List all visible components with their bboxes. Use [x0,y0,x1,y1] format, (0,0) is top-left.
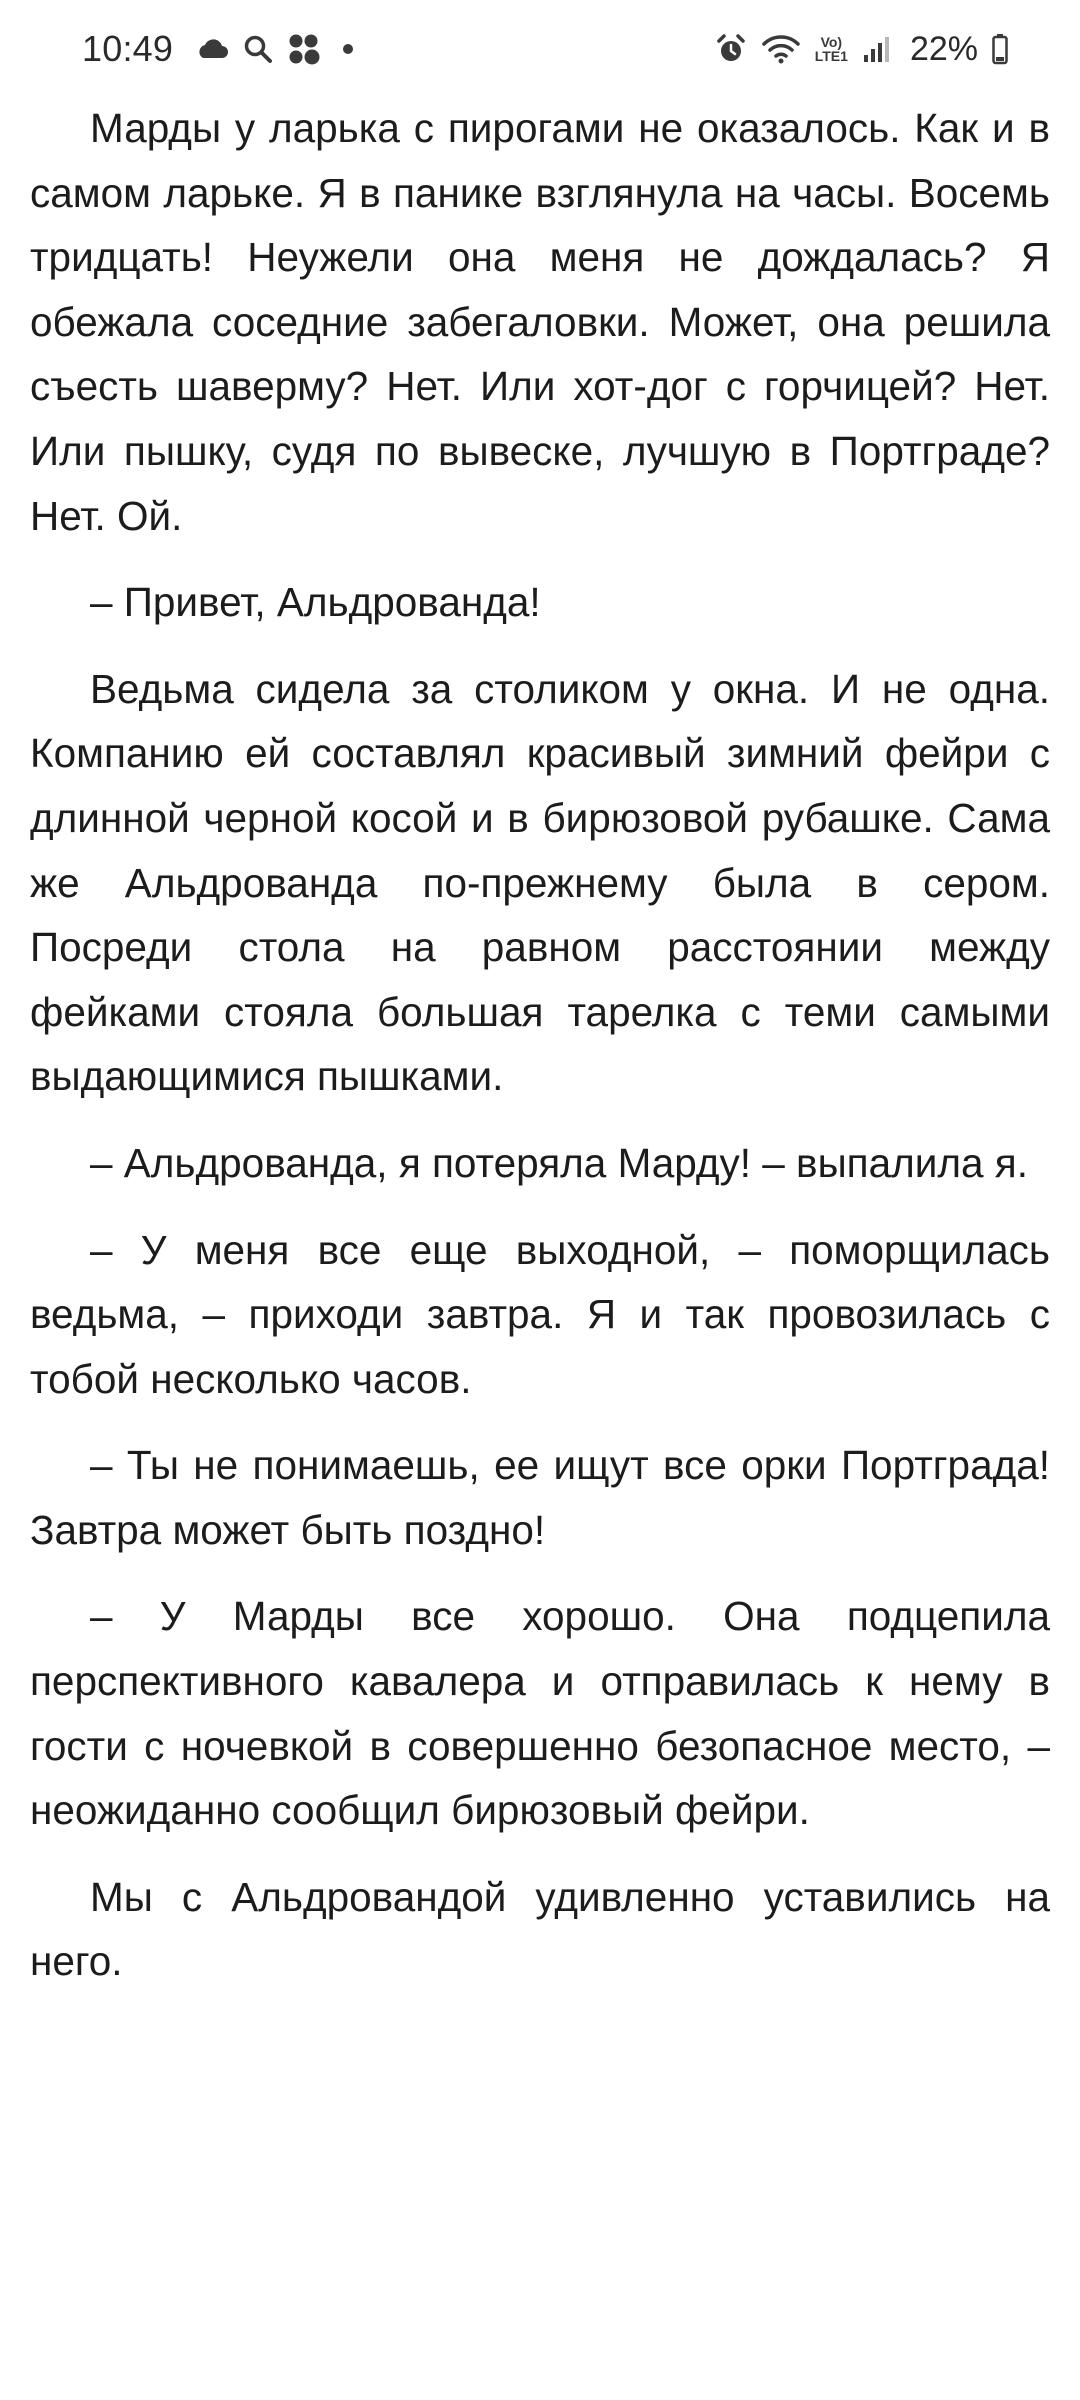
paragraph-2: – Привет, Альдрованда! [90,579,541,626]
battery-icon [992,33,1008,65]
paragraph-1: Марды у ларька с пирогами не оказалось. Как и в самом ларьке. Я в панике взглянула на часы. Восемь тридцать! Неужели она меня не дождалась? Я обежала соседние забегаловки. Может, она решила съесть шаверму? Нет. Или хот-дог с горчицей? Нет. Или пышку, судя по вывеске, лучшую в Портграде? Нет. Ой. [30,105,1050,539]
cloud-icon [195,38,229,60]
paragraph-8: Мы с Альдровандой удивленно уставились на него. [30,1873,1050,1985]
reader-text-area[interactable] [30,96,1050,2016]
status-bar [0,0,1080,98]
status-time: 10:49 [82,28,174,69]
dot-icon [343,44,353,54]
paragraph-5: – У меня все еще выходной, – поморщилась ведьма, – приходи завтра. Я и так провозилась с тобой несколько часов. [30,1226,1050,1402]
paragraph-6: – Ты не понимаешь, ее ищут все орки Портграда! Завтра может быть поздно! [30,1442,1050,1553]
wifi-icon [761,33,801,65]
paragraph-3: Ведьма сидела за столиком у окна. И не одна. Компанию ей составлял красивый зимний фейри с длинной черной косой и в бирюзовой рубашке. Сама же Альдрованда по-прежнему была в сером. Посреди стола на равном расстоянии между фейками стояла большая тарелка с теми самыми выдающимися пышками. [30,665,1050,1100]
paragraph-7: – У Марды все хорошо. Она подцепила перспективного кавалера и отправилась к нему в гости с ночевкой в совершенно безопасное место, – неожиданно сообщил бирюзовый фейри. [30,1593,1050,1834]
status-right [715,30,1008,69]
app-cluster-icon [287,32,321,66]
alarm-icon [715,33,747,65]
status-left [82,28,353,70]
battery-percent: 22% [909,29,978,68]
paragraph-4: – Альдрованда, я потеряла Марду! – выпалила я. [90,1139,1028,1186]
signal-icon [862,34,892,64]
volte-icon: Vo) LTE1 [814,34,848,64]
search-icon [243,34,273,64]
